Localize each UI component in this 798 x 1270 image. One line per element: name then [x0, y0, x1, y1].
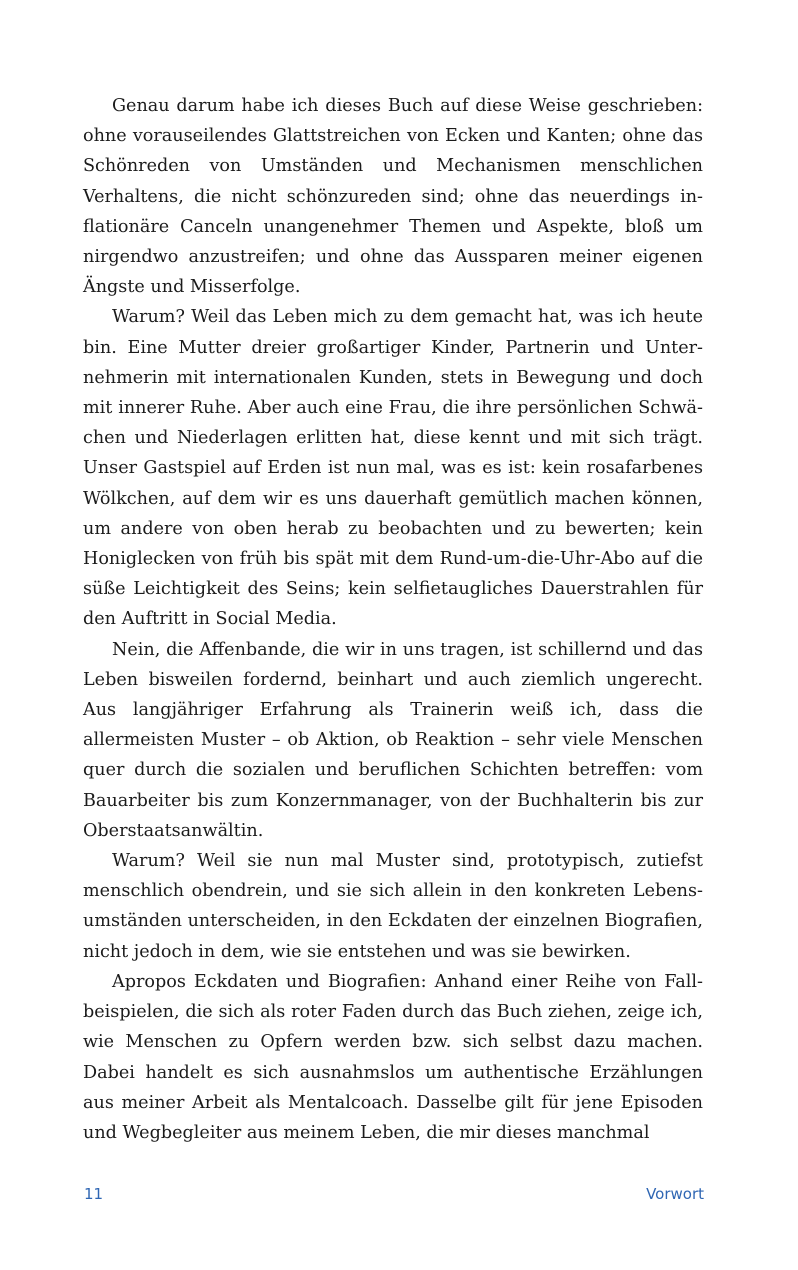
paragraph: Apropos Eckdaten und Biografien: Anhand einer Reihe von Fallbeispielen, die sich als roter Faden durch das Buch ziehen, zeige ich, wie Menschen zu Opfern werden bzw. sich selbst dazu machen. Dabei handelt es sich ausnahmslos um authentische Erzählungen aus meiner Arbeit als Mentalcoach. Dasselbe gilt für jene Episoden und Wegbegleiter aus meinem Leben, die mir dieses manchmal [83, 971, 703, 1143]
running-footer-section-title: Vorwort [646, 1185, 704, 1203]
body-text [83, 91, 703, 1148]
paragraph: Warum? Weil sie nun mal Muster sind, prototypisch, zutiefst menschlich obendrein, und sie sich allein in den konkreten Lebensumständen unterscheiden, in den Eckdaten der einzelnen Biografien, nicht jedoch in dem, wie sie entstehen und was sie bewirken. [83, 851, 703, 962]
paragraph: Genau darum habe ich dieses Buch auf diese Weise geschrieben: ohne vorauseilendes Glattstreichen von Ecken und Kanten; ohne das Schönreden von Umständen und Mechanismen menschlichen Verhaltens, die nicht schönzureden sind; ohne das neuerdings inflationäre Canceln unangenehmer Themen und Aspekte, bloß um nirgendwo anzustreifen; und ohne das Aussparen meiner eigenen Ängste und Misserfolge. [83, 96, 703, 298]
paragraph: Nein, die Affenbande, die wir in uns tragen, ist schillernd und das Leben bisweilen fordernd, beinhart und auch ziemlich ungerecht. Aus langjähriger Erfahrung als Trainerin weiß ich, dass die allermeisten Muster – ob Aktion, ob Reaktion – sehr viele Menschen quer durch die sozialen und beruflichen Schichten betreffen: vom Bauarbeiter bis zum Konzernmanager, von der Buchhalterin bis zur Oberstaatsanwältin. [83, 639, 703, 841]
paragraph: Warum? Weil das Leben mich zu dem gemacht hat, was ich heute bin. Eine Mutter dreier großartiger Kinder, Partnerin und Unternehmerin mit internationalen Kunden, stets in Bewegung und doch mit innerer Ruhe. Aber auch eine Frau, die ihre persönlichen Schwächen und Niederlagen erlitten hat, diese kennt und mit sich trägt. Unser Gastspiel auf Erden ist nun mal, was es ist: kein rosafarbenes Wölkchen, auf dem wir es uns dauerhaft gemütlich machen können, um andere von oben herab zu beobachten und zu bewerten; kein Honiglecken von früh bis spät mit dem Rund-um-die-Uhr-Abo auf die süße Leichtigkeit des Seins; kein selfietaugliches Dauerstrahlen für den Auftritt in Social Media. [83, 307, 703, 630]
page-number: 11 [84, 1185, 104, 1203]
